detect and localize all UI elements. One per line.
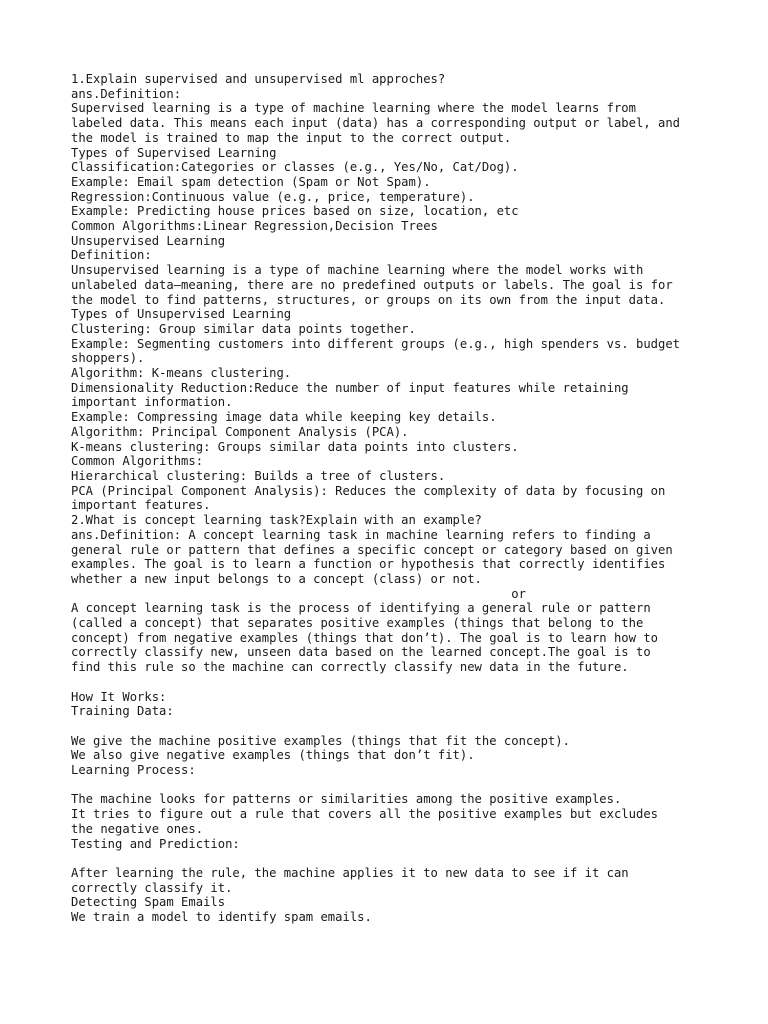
document-line: whether a new input belongs to a concept (class) or not. (71, 571, 482, 586)
document-line: Classification:Categories or classes (e.g., Yes/No, Cat/Dog). (71, 160, 519, 175)
document-line: (called a concept) that separates positive examples (things that belong to the (71, 616, 644, 631)
document-line: Unsupervised learning is a type of machine learning where the model works with (71, 263, 644, 278)
document-body (71, 72, 711, 925)
document-line: Example: Predicting house prices based on size, location, etc (71, 204, 519, 219)
document-line: Common Algorithms: (71, 454, 204, 469)
document-line: It tries to figure out a rule that covers all the positive examples but excludes (71, 807, 658, 822)
document-line: Algorithm: K-means clustering. (71, 366, 292, 381)
document-line: or (71, 586, 526, 601)
document-line (71, 851, 711, 866)
document-line: ans.Definition: A concept learning task in machine learning refers to finding a (71, 527, 651, 542)
document-line: Example: Email spam detection (Spam or Not Spam). (71, 174, 431, 189)
document-line: Hierarchical clustering: Builds a tree of clusters. (71, 468, 446, 483)
document-line: Types of Unsupervised Learning (71, 307, 292, 322)
document-line: the model to find patterns, structures, or groups on its own from the input data. (71, 292, 666, 307)
document-line: Common Algorithms:Linear Regression,Decision Trees (71, 219, 438, 234)
document-line: The machine looks for patterns or similarities among the positive examples. (71, 792, 622, 807)
document-line: After learning the rule, the machine applies it to new data to see if it can (71, 865, 629, 880)
document-line: K-means clustering: Groups similar data points into clusters. (71, 439, 519, 454)
document-line: 2.What is concept learning task?Explain with an example? (71, 513, 482, 528)
document-line: Example: Segmenting customers into different groups (e.g., high spenders vs. budget (71, 336, 681, 351)
document-line: Algorithm: Principal Component Analysis (PCA). (71, 424, 409, 439)
document-line: Testing and Prediction: (71, 836, 240, 851)
document-line: unlabeled data—meaning, there are no predefined outputs or labels. The goal is for (71, 277, 673, 292)
document-line: Clustering: Group similar data points together. (71, 321, 416, 336)
document-line (71, 778, 711, 793)
document-line: find this rule so the machine can correctly classify new data in the future. (71, 660, 629, 675)
document-line: the negative ones. (71, 821, 204, 836)
document-line: Types of Supervised Learning (71, 145, 277, 160)
document-line: Example: Compressing image data while keeping key details. (71, 410, 497, 425)
document-line: important features. (71, 498, 211, 513)
document-line: Training Data: (71, 704, 174, 719)
document-line: Learning Process: (71, 763, 196, 778)
document-line: Supervised learning is a type of machine learning where the model learns from (71, 101, 636, 116)
document-line: We also give negative examples (things that don’t fit). (71, 748, 475, 763)
document-line: ans.Definition: (71, 86, 182, 101)
document-line: Detecting Spam Emails (71, 895, 226, 910)
document-line: correctly classify new, unseen data based on the learned concept.The goal is to (71, 645, 651, 660)
document-line: concept) from negative examples (things that don’t). The goal is to learn how to (71, 630, 658, 645)
document-line: Unsupervised Learning (71, 233, 226, 248)
document-line: We train a model to identify spam emails. (71, 910, 372, 925)
document-line: general rule or pattern that defines a specific concept or category based on given (71, 542, 673, 557)
document-line: shoppers). (71, 351, 145, 366)
document-line (71, 719, 711, 734)
document-line: PCA (Principal Component Analysis): Reduces the complexity of data by focusing on (71, 483, 666, 498)
document-line: examples. The goal is to learn a function or hypothesis that correctly identifies (71, 557, 666, 572)
document-line: correctly classify it. (71, 880, 233, 895)
document-line: We give the machine positive examples (things that fit the concept). (71, 733, 570, 748)
document-line (71, 675, 711, 690)
document-line: A concept learning task is the process of identifying a general rule or pattern (71, 601, 651, 616)
document-line: 1.Explain supervised and unsupervised ml approches? (71, 72, 446, 86)
document-line: the model is trained to map the input to the correct output. (71, 130, 512, 145)
document-line: Definition: (71, 248, 152, 263)
document-line: Dimensionality Reduction:Reduce the number of input features while retaining (71, 380, 629, 395)
document-line: important information. (71, 395, 233, 410)
document-line: How It Works: (71, 689, 167, 704)
document-line: labeled data. This means each input (data) has a corresponding output or label, and (71, 116, 681, 131)
document-line: Regression:Continuous value (e.g., price, temperature). (71, 189, 475, 204)
